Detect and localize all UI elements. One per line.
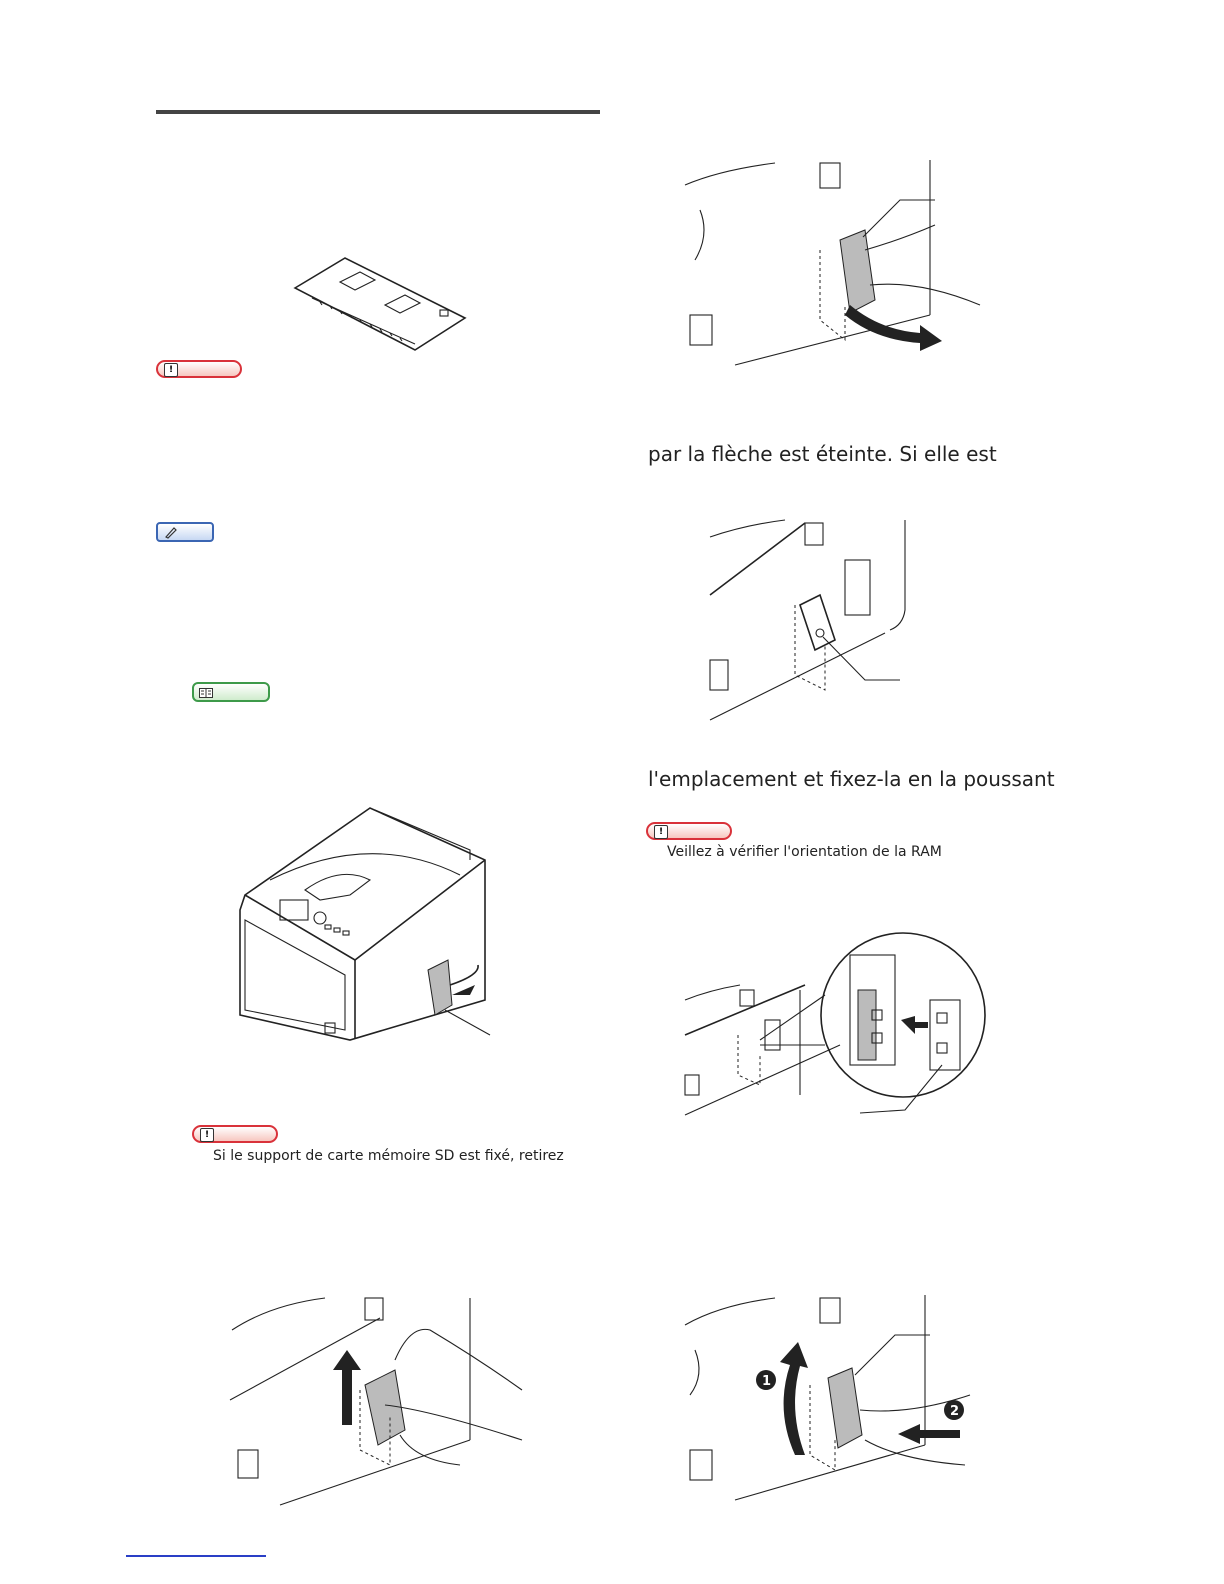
svg-text:1: 1: [762, 1374, 772, 1389]
ram-module-illustration: [290, 250, 470, 360]
note-text-ram: Veillez à vérifier l'orientation de la RAM: [667, 844, 942, 860]
led-indicator-illustration: [705, 515, 915, 730]
printer-illustration: [230, 800, 500, 1040]
note-badge: [156, 360, 242, 378]
memo-badge: [156, 522, 214, 542]
step-text-1: par la flèche est éteinte. Si elle est: [648, 442, 997, 466]
book-icon: [199, 688, 213, 698]
warning-icon: !: [164, 363, 178, 377]
note-badge-2: [192, 1125, 278, 1143]
note-text: Si le support de carte mémoire SD est fixé, retirez: [213, 1148, 564, 1164]
sd-holder-removal-illustration: [230, 1290, 530, 1510]
sd-holder-attach-illustration: [680, 1290, 980, 1505]
ram-insertion-illustration: [680, 935, 990, 1120]
reference-badge[interactable]: [192, 682, 270, 702]
warning-icon: !: [200, 1128, 214, 1142]
svg-text:2: 2: [950, 1404, 960, 1419]
step-text-2: l'emplacement et fixez-la en la poussant: [648, 767, 1055, 791]
note-badge-3: [646, 822, 732, 840]
page-link[interactable]: [126, 1555, 266, 1557]
section-header-rule: [156, 110, 600, 114]
sd-holder-detach-illustration: [680, 155, 990, 375]
warning-icon: !: [654, 825, 668, 839]
pencil-icon: [164, 526, 178, 538]
